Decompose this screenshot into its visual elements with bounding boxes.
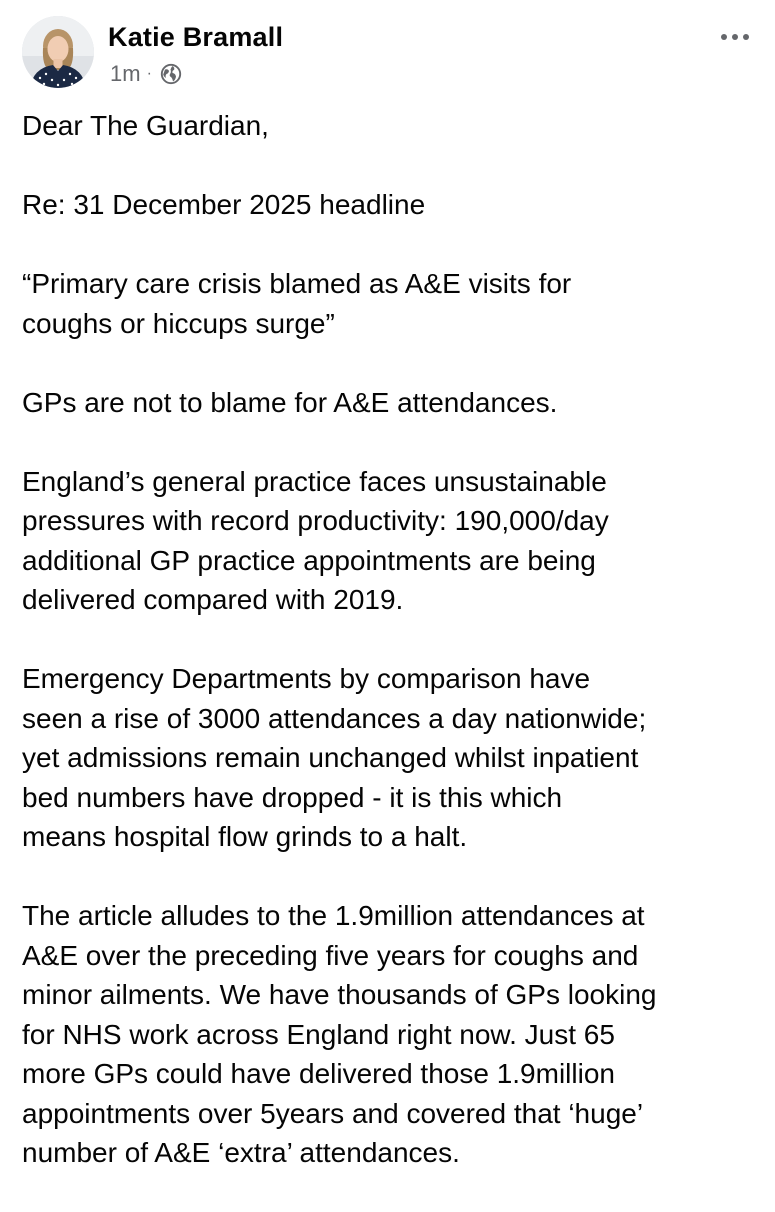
post-paragraph-reference: Re: 31 December 2025 headline [22, 189, 426, 220]
globe-icon[interactable] [160, 63, 182, 85]
post-paragraph-statement: GPs are not to blame for A&E attendances. [22, 386, 558, 418]
post-header [22, 16, 752, 96]
meta-separator: · [146, 65, 152, 82]
post-paragraph-emergency-departments: Emergency Departments by comparison have seen a rise of 3000 attendances a day nationwide; yet admissions remain unchanged whilst inpatient bed numbers have dropped - it is this which means hospital flow grinds to a halt. [22, 663, 647, 852]
avatar[interactable] [22, 16, 94, 88]
post-body [22, 106, 757, 1212]
post-meta [110, 60, 182, 88]
post-paragraph-general-practice: England’s general practice faces unsustainable pressures with record productivity: 190,000/day additional GP practice appointments are being delivered compared with 2019. [22, 465, 609, 615]
post-paragraph-greeting: Dear The Guardian, [22, 110, 269, 141]
avatar-image [22, 16, 94, 88]
more-options-icon[interactable] [718, 22, 752, 52]
post-paragraph-article-response: The article alludes to the 1.9million attendances at A&E over the preceding five years for coughs and minor ailments. We have thousands of GPs looking for NHS work across England right now. Just 65 more GPs could have delivered those 1.9million appointments over 5years and covered that ‘huge’ number of A&E ‘extra’ attendances. [22, 900, 657, 1168]
post-paragraph-headline-quote: “Primary care crisis blamed as A&E visits for coughs or hiccups surge” [22, 268, 572, 339]
post-timestamp[interactable]: 1m [110, 61, 141, 86]
author-name[interactable]: Katie Bramall [108, 22, 284, 52]
